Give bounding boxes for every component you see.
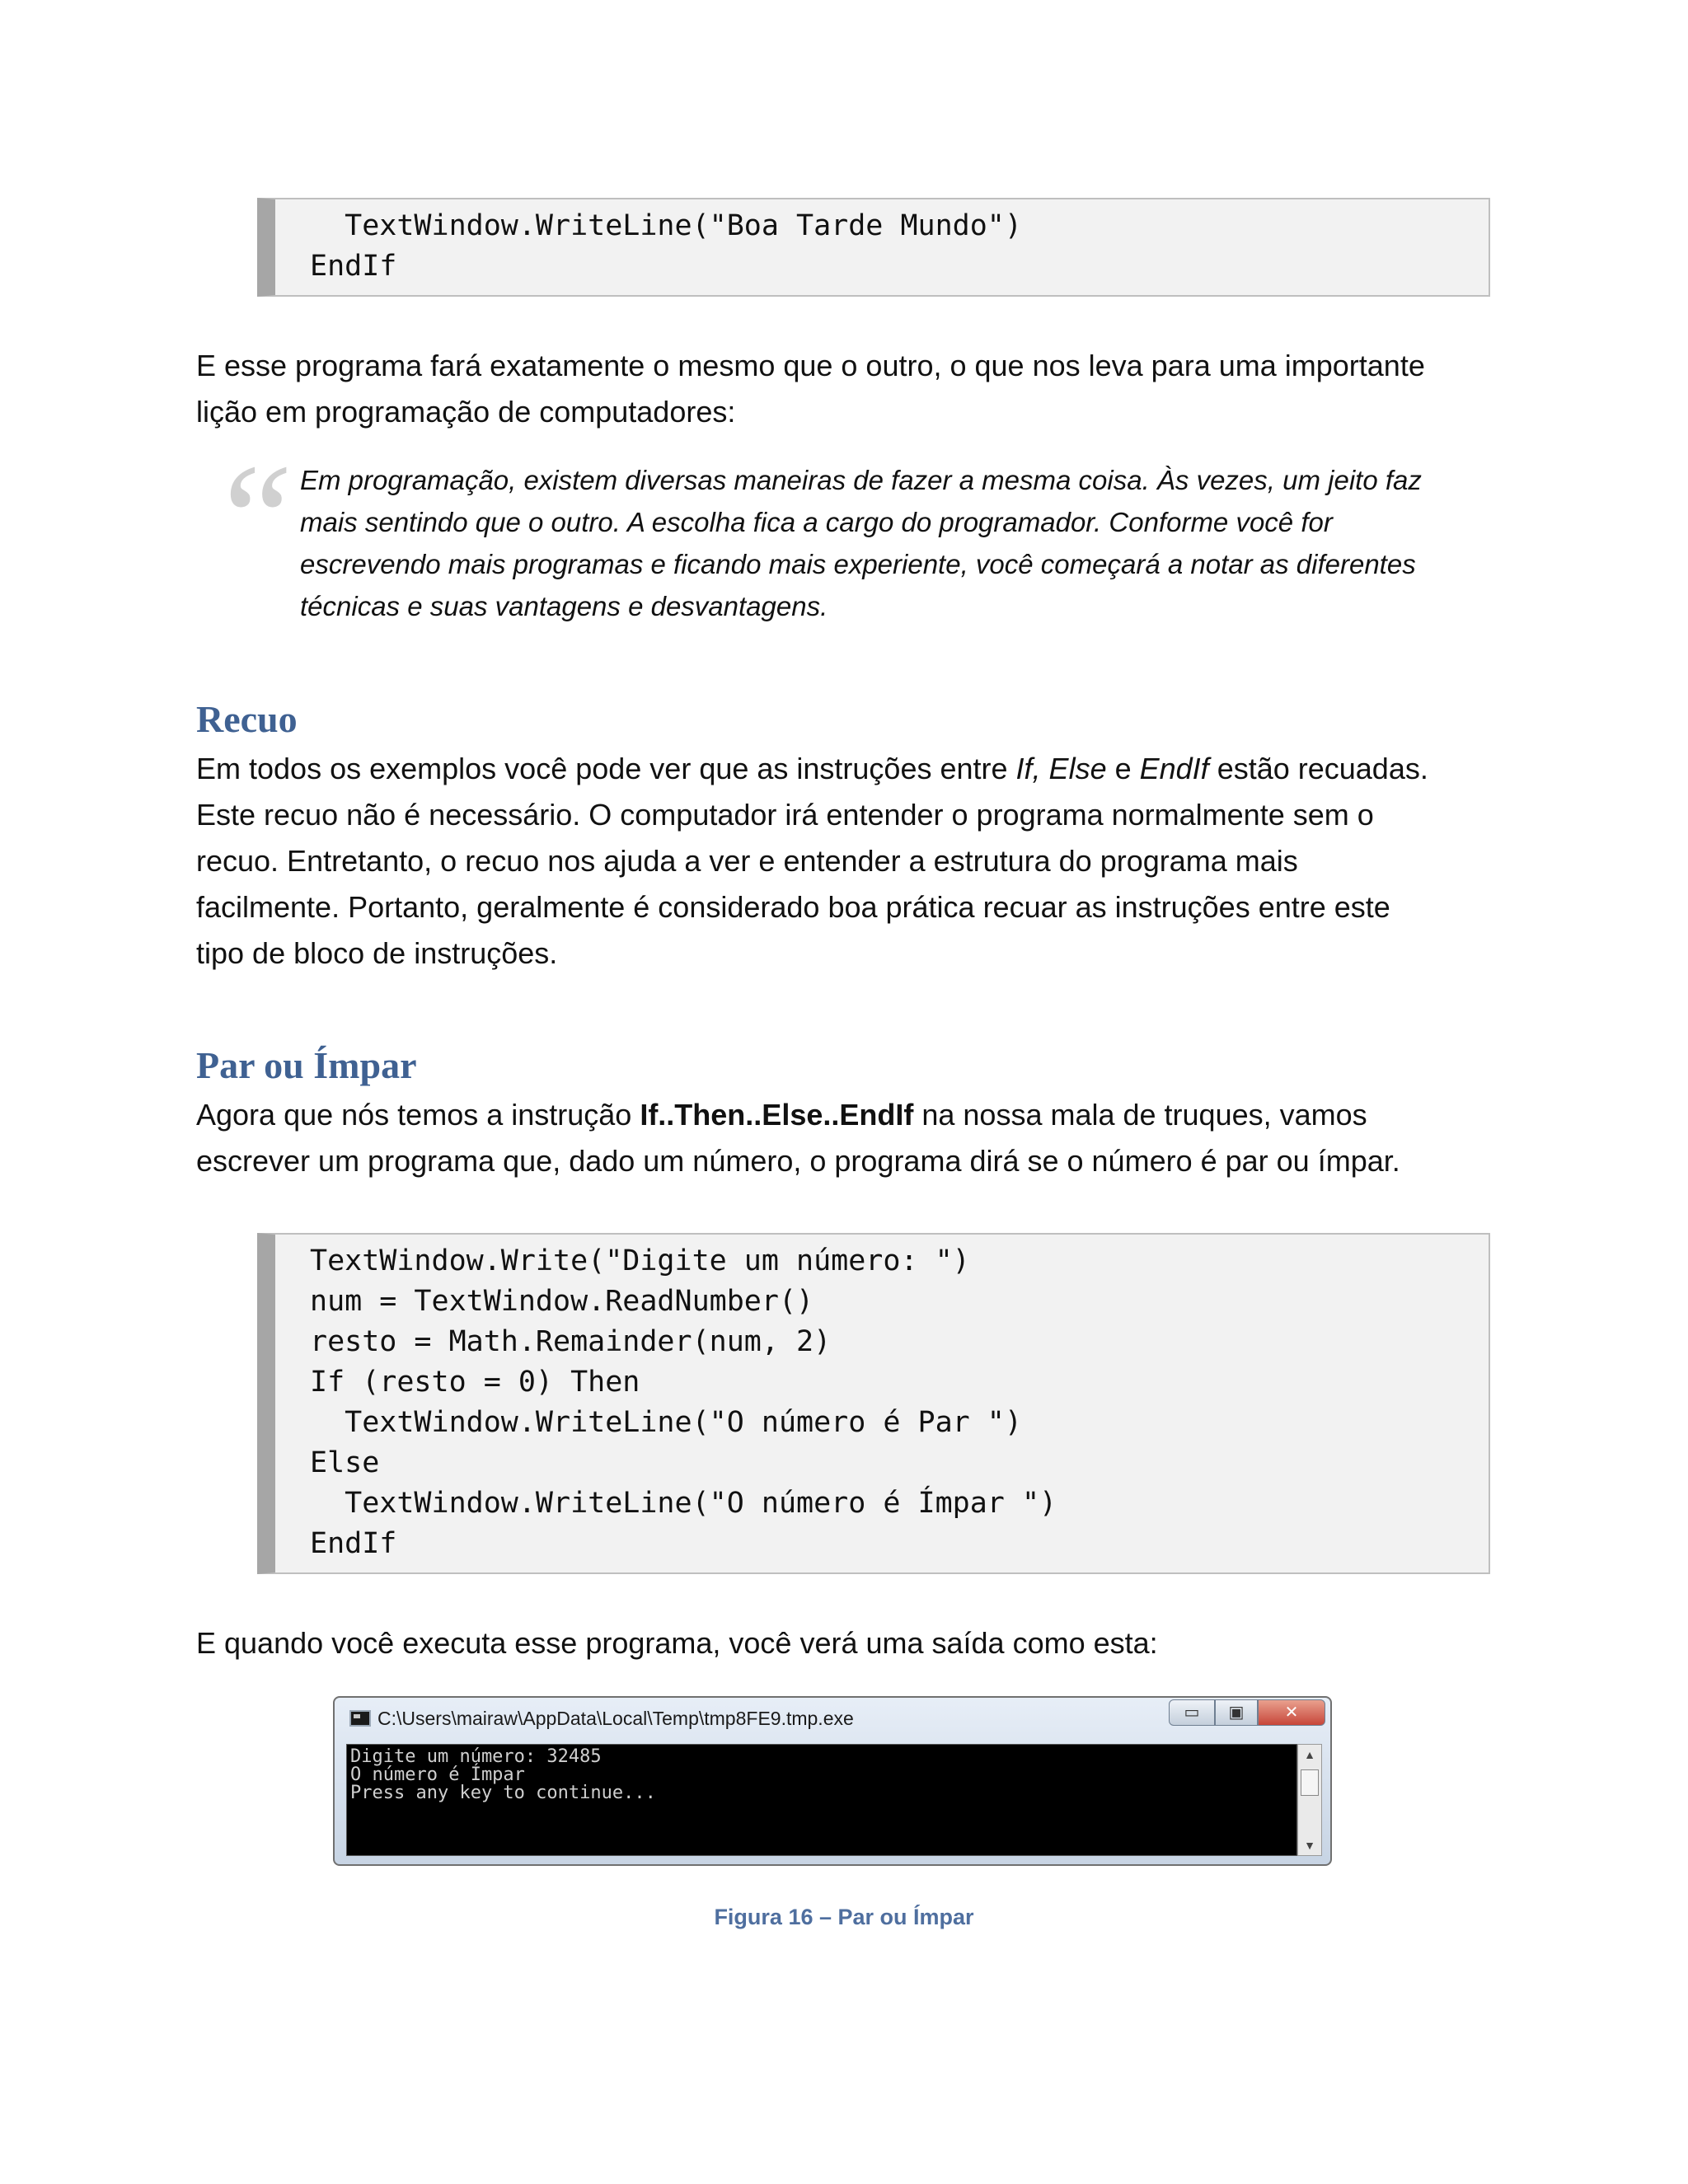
intro-paragraph	[196, 343, 1490, 435]
code-line: TextWindow.Write("Digite um número: ")	[310, 1244, 970, 1277]
recuo-line	[196, 746, 1490, 792]
outro-line: E quando você executa esse programa, você verá uma saída como esta:	[196, 1626, 1158, 1660]
scroll-up-icon[interactable]: ▲	[1304, 1748, 1315, 1761]
maximize-button[interactable]: ▣	[1215, 1699, 1258, 1726]
text-run: na nossa mala de truques, vamos	[913, 1098, 1367, 1132]
minimize-button[interactable]: ▭	[1169, 1699, 1215, 1726]
code-line: Else	[310, 1446, 380, 1479]
recuo-line: Este recuo não é necessário. O computador irá entender o programa normalmente sem o	[196, 798, 1374, 832]
section-heading-recuo: Recuo	[196, 698, 298, 740]
outro-paragraph	[196, 1620, 1490, 1666]
code-line: EndIf	[310, 250, 397, 283]
keyword-if-else: If, Else	[1015, 752, 1107, 785]
intro-line: lição em programação de computadores:	[196, 395, 736, 429]
keyword-endif: EndIf	[1139, 752, 1209, 785]
figure-caption: Figura 16 – Par ou Ímpar	[714, 1905, 974, 1929]
code-line: resto = Math.Remainder(num, 2)	[310, 1325, 832, 1358]
console-window	[333, 1696, 1332, 1866]
console-line: O número é Ímpar	[350, 1765, 525, 1785]
close-button[interactable]: ✕	[1258, 1699, 1325, 1726]
code-block-top	[257, 198, 1490, 297]
quote-line: mais sentindo que o outro. A escolha fica a cargo do programador. Conforme você for	[300, 507, 1333, 537]
text-run: Agora que nós temos a instrução	[196, 1098, 640, 1132]
code-line: num = TextWindow.ReadNumber()	[310, 1285, 814, 1318]
console-output	[346, 1744, 1297, 1856]
console-line: Press any key to continue...	[350, 1783, 656, 1803]
par-impar-paragraph	[196, 1092, 1490, 1184]
console-app-icon	[349, 1710, 371, 1727]
intro-line: E esse programa fará exatamente o mesmo que o outro, o que nos leva para uma importante	[196, 349, 1425, 382]
code-line: TextWindow.WriteLine("Boa Tarde Mundo")	[310, 209, 1022, 242]
recuo-line: facilmente. Portanto, geralmente é considerado boa prática recuar as instruções entre este	[196, 890, 1390, 924]
text-run: Em todos os exemplos você pode ver que as instruções entre	[196, 752, 1016, 785]
console-line: Digite um número: 32485	[350, 1746, 602, 1767]
quote-line: Em programação, existem diversas maneiras de fazer a mesma coisa. Às vezes, um jeito faz	[300, 465, 1422, 495]
code-block-main	[257, 1233, 1490, 1574]
code-line: If (resto = 0) Then	[310, 1366, 640, 1399]
text-run: e	[1106, 752, 1140, 785]
quote-line: escrevendo mais programas e ficando mais experiente, você começará a notar as diferentes	[300, 549, 1416, 579]
quote-mark-icon: “	[208, 433, 295, 606]
recuo-line: tipo de bloco de instruções.	[196, 936, 558, 970]
quote-line: técnicas e suas vantagens e desvantagens.	[300, 591, 828, 621]
code-line: TextWindow.WriteLine("O número é Ímpar ")	[310, 1487, 1057, 1520]
section-heading-par-impar: Par ou Ímpar	[196, 1044, 417, 1086]
code-line: TextWindow.WriteLine("O número é Par ")	[310, 1406, 1022, 1439]
par-impar-line: escrever um programa que, dado um número, o programa dirá se o número é par ou ímpar.	[196, 1144, 1400, 1178]
code-line: EndIf	[310, 1527, 397, 1560]
console-scrollbar[interactable]	[1297, 1744, 1322, 1856]
pull-quote	[300, 459, 1487, 627]
text-run: estão recuadas.	[1208, 752, 1428, 785]
recuo-line: recuo. Entretanto, o recuo nos ajuda a ver e entender a estrutura do programa mais	[196, 844, 1298, 878]
console-title: C:\Users\mairaw\AppData\Local\Temp\tmp8FE9.tmp.exe	[377, 1708, 854, 1729]
scroll-down-icon[interactable]: ▼	[1304, 1839, 1315, 1852]
recuo-paragraph	[196, 746, 1490, 977]
scroll-thumb[interactable]	[1301, 1769, 1319, 1796]
par-impar-line	[196, 1092, 1490, 1138]
keyword-if-then-else: If..Then..Else..EndIf	[640, 1098, 914, 1132]
